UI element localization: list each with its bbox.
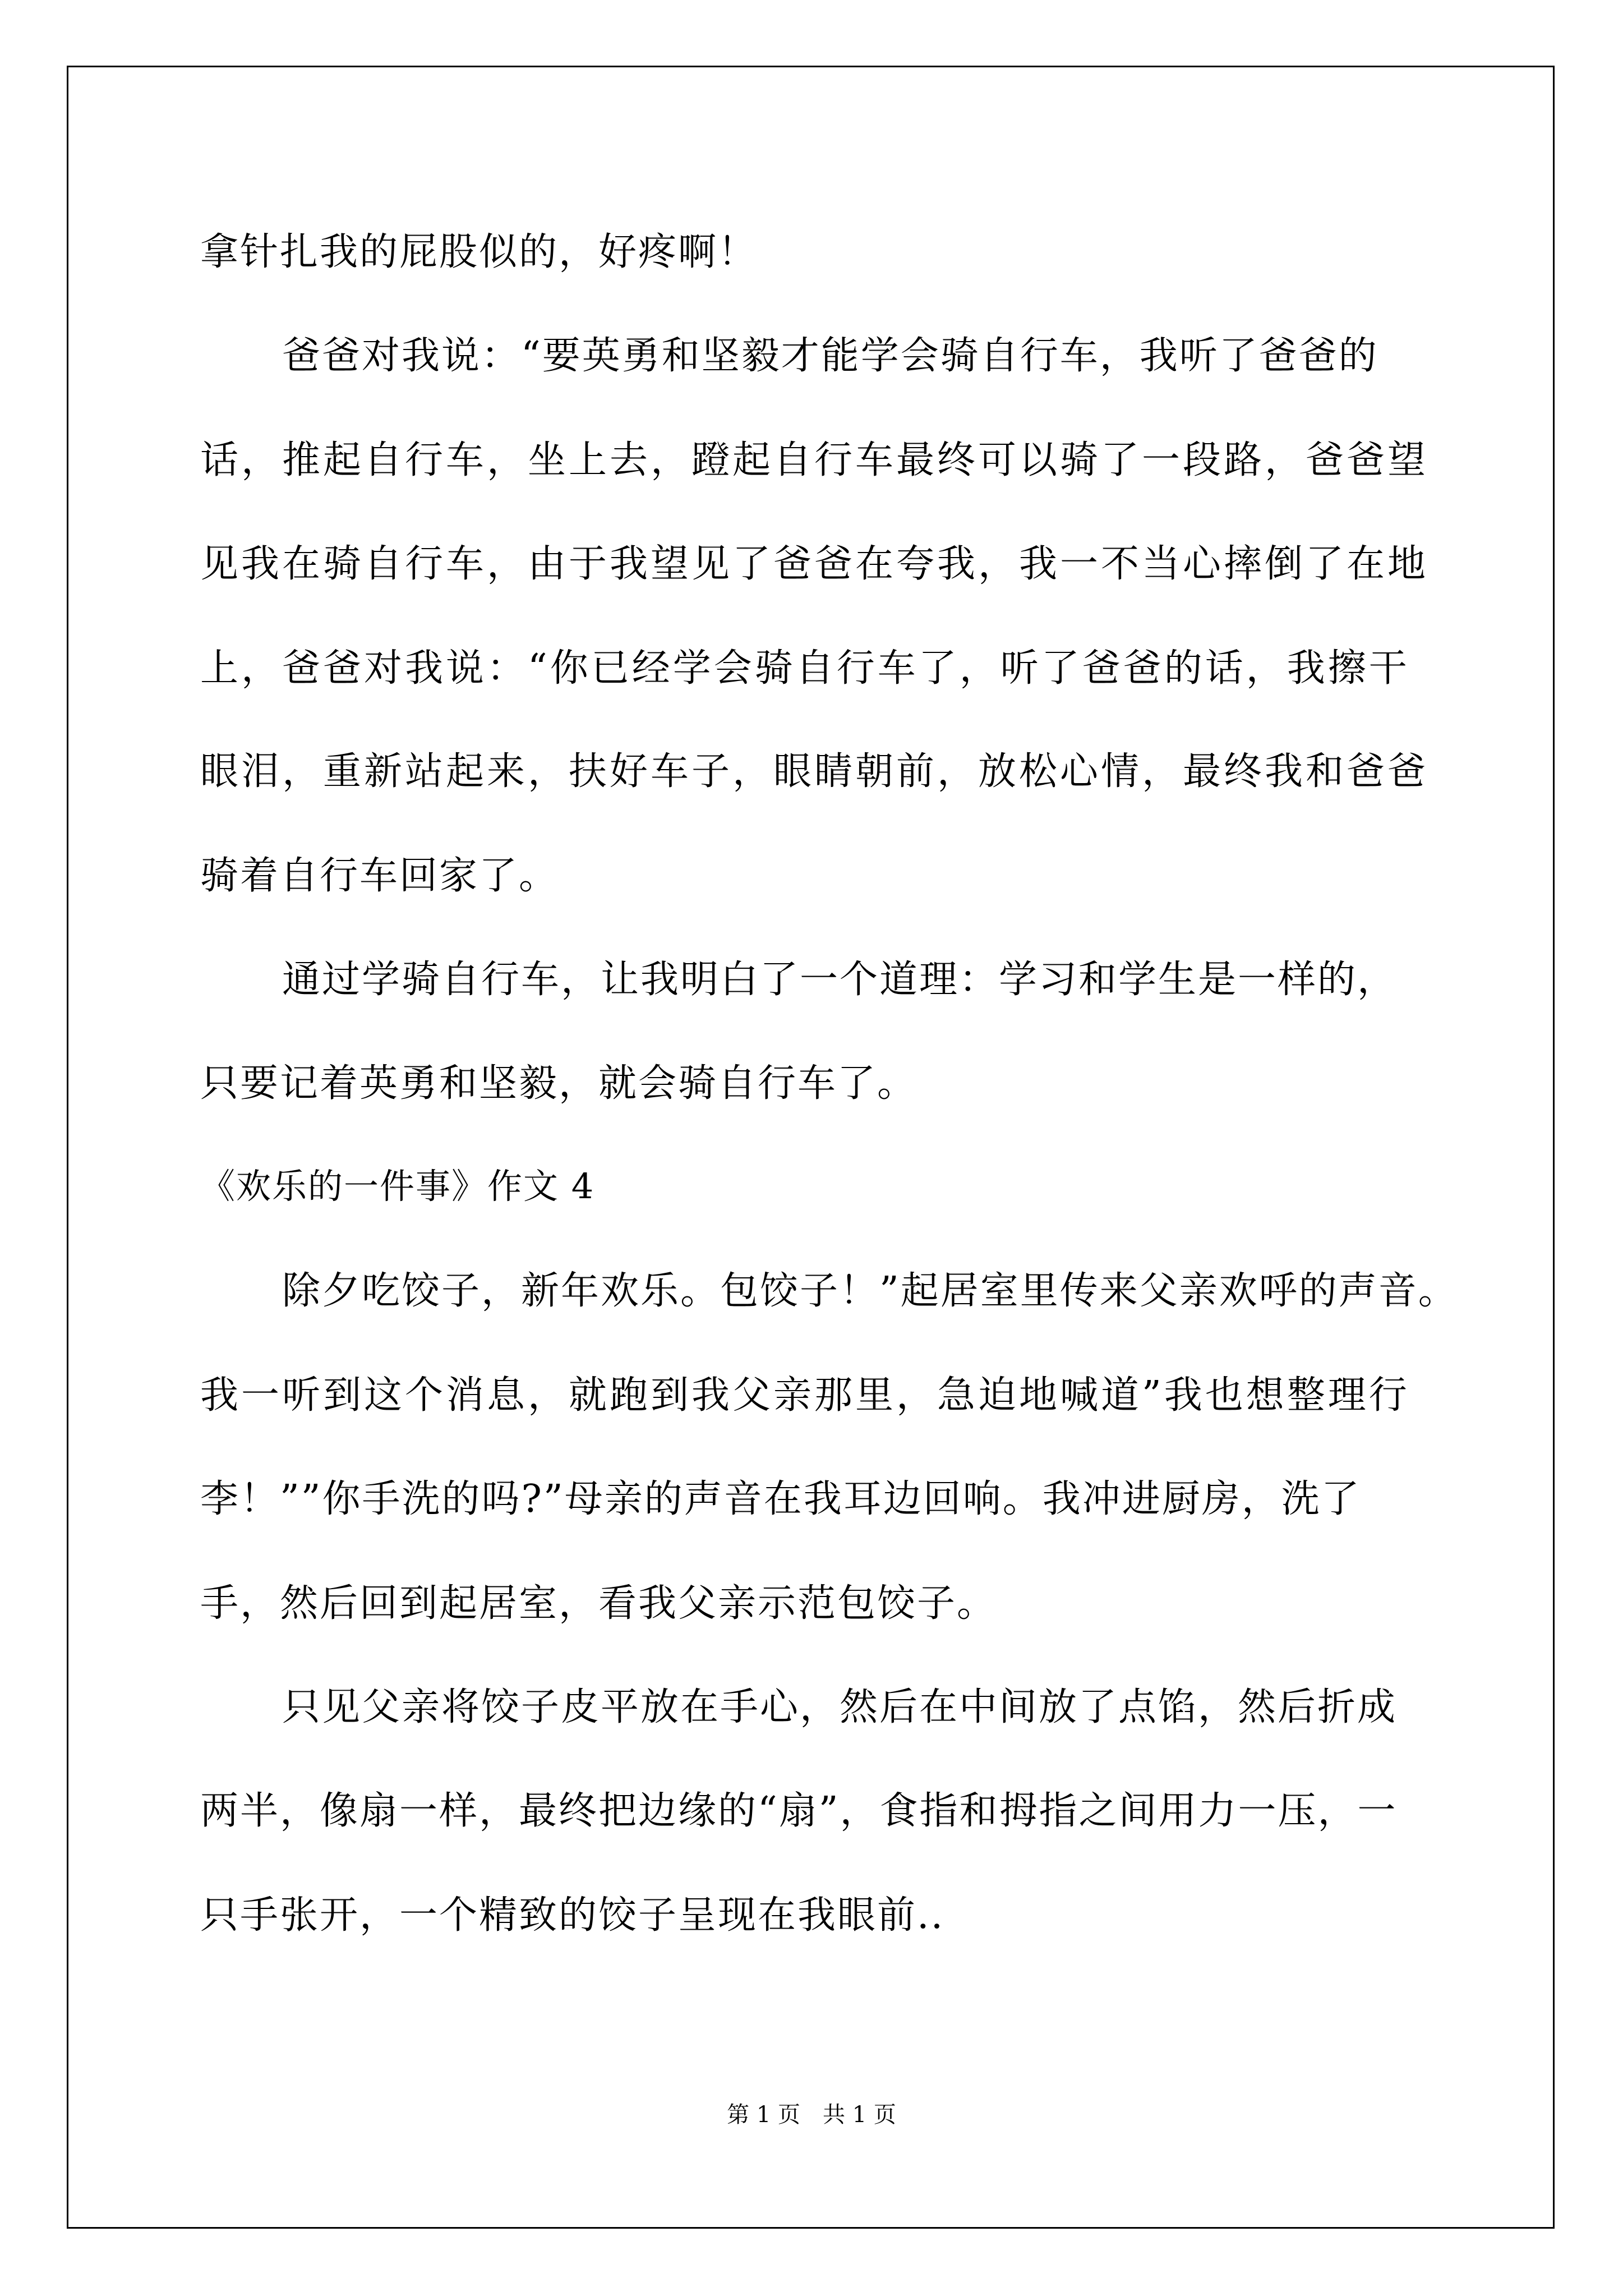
paragraph-line: 两半，像扇一样，最终把边缘的“扇”，食指和拇指之间用力一压，一: [200, 1789, 1398, 1833]
paragraph-line: 通过学骑自行车，让我明白了一个道理：学习和学生是一样的，: [282, 958, 1398, 1002]
paragraph-line: 只手张开，一个精致的饺子呈现在我眼前..: [200, 1893, 945, 1938]
paragraph-line: 爸爸对我说：“要英勇和坚毅才能学会骑自行车，我听了爸爸的: [282, 334, 1378, 378]
paragraph-line: 见我在骑自行车，由于我望见了爸爸在夸我，我一不当心摔倒了在地: [200, 542, 1429, 586]
paragraph-line: 眼泪，重新站起来，扶好车子，眼睛朝前，放松心情，最终我和爸爸: [200, 749, 1429, 794]
paragraph-line: 只要记着英勇和坚毅，就会骑自行车了。: [200, 1061, 917, 1106]
page-footer: 第 1 页 共 1 页: [727, 2102, 896, 2128]
paragraph-line: 上，爸爸对我说：“你已经学会骑自行车了，听了爸爸的话，我擦干: [200, 646, 1410, 691]
paragraph-line: 李！””你手洗的吗?”母亲的声音在我耳边回响。我冲进厨房，洗了: [200, 1477, 1361, 1521]
paragraph-line: 骑着自行车回家了。: [200, 854, 559, 898]
paragraph-line: 话，推起自行车，坐上去，蹬起自行车最终可以骑了一段路，爸爸望: [200, 438, 1429, 482]
paragraph-line: 手，然后回到起居室，看我父亲示范包饺子。: [200, 1581, 997, 1626]
paragraph-line: 只见父亲将饺子皮平放在手心，然后在中间放了点馅，然后折成: [282, 1685, 1398, 1729]
paragraph-line: 我一听到这个消息，就跑到我父亲那里，急迫地喊道”我也想整理行: [200, 1373, 1410, 1418]
essay-heading: 《欢乐的一件事》作文 4: [200, 1166, 595, 1207]
paragraph-line: 拿针扎我的屁股似的，好疼啊！: [200, 230, 758, 274]
paragraph-line: 除夕吃饺子，新年欢乐。包饺子！”起居室里传来父亲欢呼的声音。: [282, 1269, 1458, 1313]
